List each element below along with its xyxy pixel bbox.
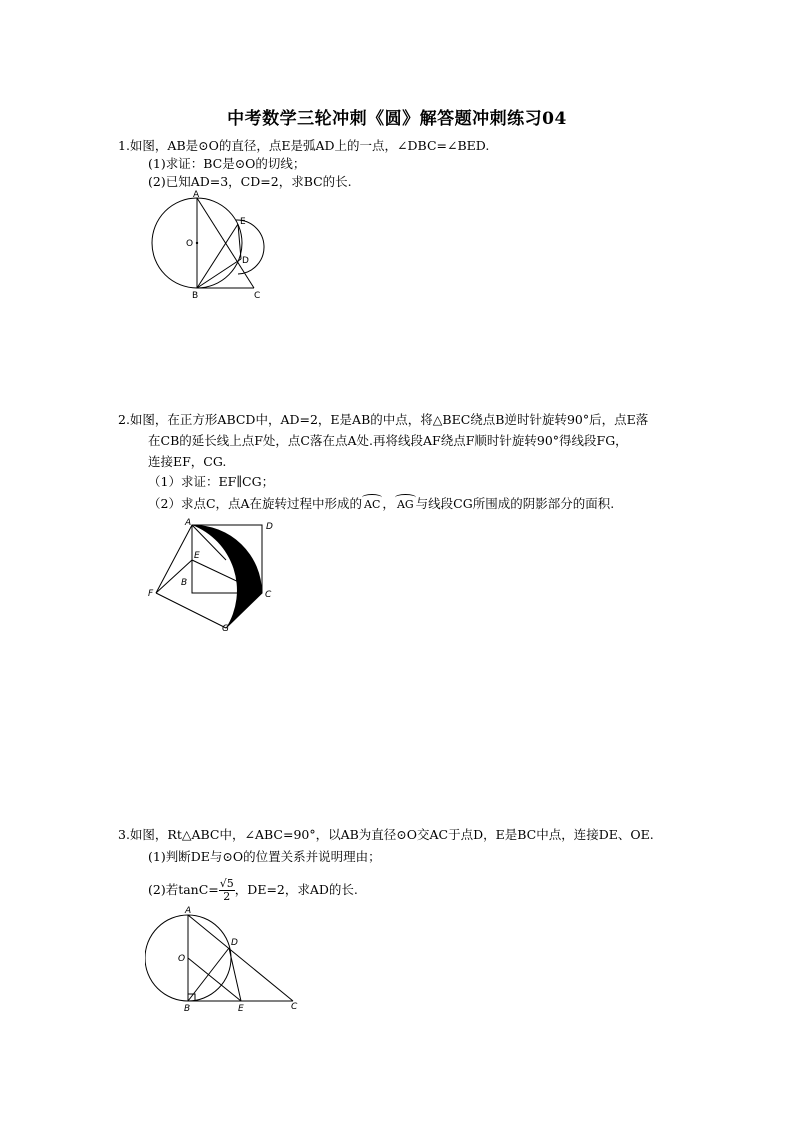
q3-part2-a: (2)若tanC= — [148, 882, 219, 897]
frac-denominator: 2 — [223, 890, 231, 903]
q1-part2: (2)已知AD=3，CD=2，求BC的长. — [148, 174, 352, 189]
frac-numerator: √5 — [219, 877, 234, 890]
q3-label-C: C — [291, 1002, 298, 1012]
q1-stem: 1.如图，AB是⊙O的直径，点E是弧AD上的一点，∠DBC=∠BED. — [118, 138, 490, 153]
q2-stem-line2: 在CB的延长线上点F处，点C落在点A处.再将线段AF绕点F顺时针旋转90°得线段FG， — [148, 433, 628, 448]
q3-label-B: B — [184, 1004, 191, 1013]
q3-label-O: O — [178, 954, 186, 964]
q2-part2 — [148, 496, 614, 513]
q2-label-G: G — [222, 624, 229, 633]
arc-ag: AG — [396, 498, 414, 511]
arc-ac: AC — [364, 498, 381, 511]
q1-label-C: C — [254, 291, 261, 301]
page-title: 中考数学三轮冲刺《圆》解答题冲刺练习04 — [227, 109, 567, 129]
q3-figure — [145, 903, 305, 1013]
q3-part2-b: ，DE=2，求AD的长. — [234, 882, 358, 897]
q2-part2-b: ， — [382, 496, 395, 511]
q2-label-B: B — [181, 578, 188, 588]
q1-label-O: O — [186, 239, 194, 249]
q2-label-E: E — [194, 551, 200, 561]
q2-part2-a: （2）求点C，点A在旋转过程中形成的 — [148, 496, 363, 511]
q2-part1: （1）求证：EF∥CG； — [148, 474, 275, 489]
tan-fraction — [219, 878, 235, 903]
q2-stem-line3: 连接EF，CG. — [148, 454, 227, 469]
q3-part1: (1)判断DE与⊙O的位置关系并说明理由； — [148, 849, 381, 864]
q1-figure — [150, 190, 270, 302]
q2-label-A: A — [185, 518, 192, 528]
q2-stem-line1: 2.如图，在正方形ABCD中，AD=2，E是AB的中点，将△BEC绕点B逆时针旋转90°后，点E落 — [118, 412, 649, 427]
q2-label-D: D — [266, 522, 273, 532]
q1-label-D: D — [242, 256, 249, 266]
q1-label-A: A — [193, 190, 200, 200]
q1-part1: (1)求证：BC是⊙O的切线； — [148, 156, 306, 171]
q2-label-C: C — [265, 590, 272, 600]
q3-part2 — [148, 878, 358, 903]
q2-part2-c: 与线段CG所围成的阴影部分的面积. — [415, 496, 615, 511]
q1-label-E: E — [240, 217, 246, 227]
q1-label-B: B — [192, 291, 199, 301]
q3-label-A: A — [185, 906, 192, 916]
q3-label-D: D — [231, 938, 238, 948]
q3-stem: 3.如图，Rt△ABC中，∠ABC=90°，以AB为直径⊙O交AC于点D，E是BC中点，连接DE、OE. — [118, 827, 654, 842]
q2-figure — [148, 517, 280, 633]
q2-label-F: F — [148, 589, 154, 599]
q3-label-E: E — [238, 1004, 244, 1013]
